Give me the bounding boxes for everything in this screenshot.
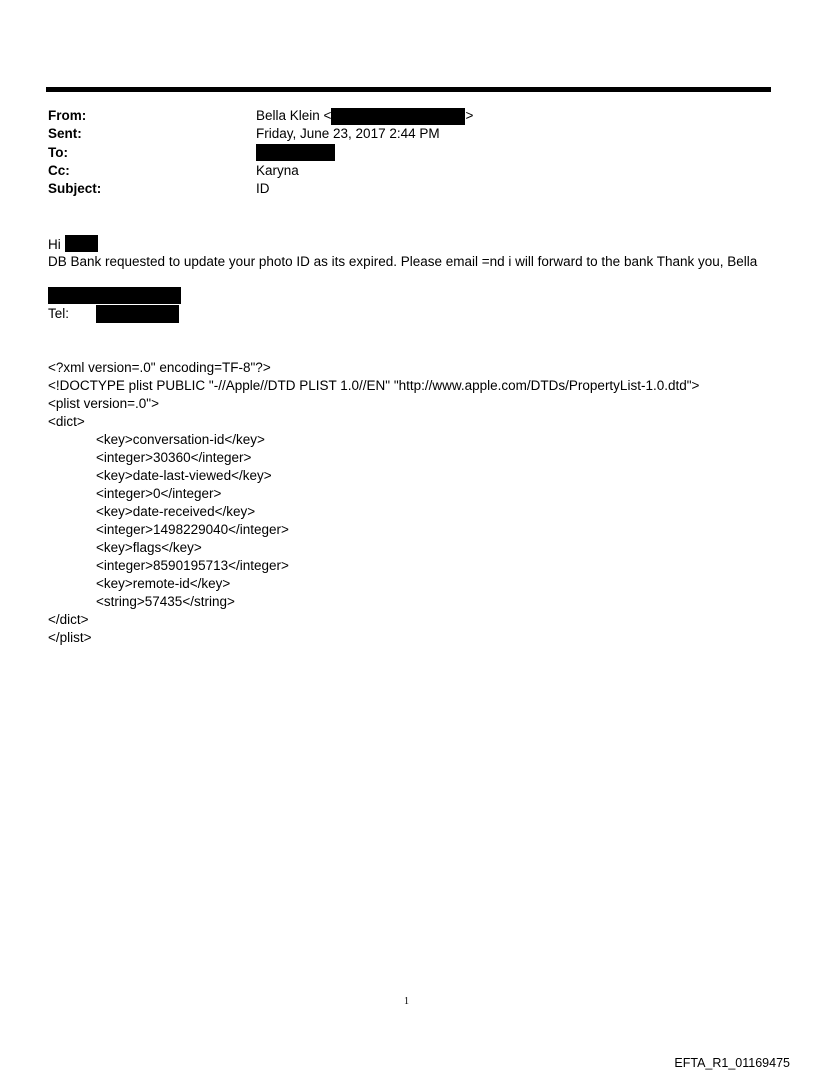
xml-line: <dict>	[48, 414, 85, 429]
xml-line: <integer>8590195713</integer>	[96, 558, 289, 573]
redaction-from-email	[331, 108, 465, 125]
subject-value: ID	[256, 181, 270, 196]
xml-line: <key>remote-id</key>	[96, 576, 231, 591]
xml-line: <integer>0</integer>	[96, 486, 222, 501]
xml-line: <key>conversation-id</key>	[96, 432, 265, 447]
from-name: Bella Klein <	[256, 108, 332, 124]
redaction-to	[256, 144, 335, 161]
sent-value: Friday, June 23, 2017 2:44 PM	[256, 126, 440, 141]
xml-line: <?xml version=.0" encoding=TF-8"?>	[48, 360, 271, 375]
subject-label: Subject:	[48, 181, 102, 196]
bates-number: EFTA_R1_01169475	[674, 1056, 790, 1070]
xml-line: <key>date-received</key>	[96, 504, 256, 519]
xml-line: </plist>	[48, 630, 92, 645]
xml-line: </dict>	[48, 612, 89, 627]
header-rule	[46, 87, 771, 92]
from-label: From:	[48, 108, 87, 123]
xml-line: <key>date-last-viewed</key>	[96, 468, 272, 483]
xml-line: <integer>30360</integer>	[96, 450, 252, 465]
xml-line: <integer>1498229040</integer>	[96, 522, 289, 537]
xml-line: <!DOCTYPE plist PUBLIC "-//Apple//DTD PLIST 1.0//EN" "http://www.apple.com/DTDs/PropertyList-1.0.dtd">	[48, 378, 700, 393]
message-text: DB Bank requested to update your photo ID as its expired. Please email =nd i will forward to the bank Thank you, Bella	[48, 254, 758, 269]
xml-line: <plist version=.0">	[48, 396, 159, 411]
redaction-recipient-name	[65, 235, 98, 252]
greeting-line	[48, 235, 98, 252]
cc-value: Karyna	[256, 163, 299, 178]
from-close: >	[465, 108, 474, 124]
page-number: 1	[404, 996, 409, 1007]
greeting: Hi	[48, 237, 61, 252]
to-label: To:	[48, 145, 68, 160]
xml-line: <key>flags</key>	[96, 540, 202, 555]
redaction-tel	[96, 305, 179, 323]
xml-line: <string>57435</string>	[96, 594, 235, 609]
from-value	[256, 108, 473, 125]
redaction-signature-name	[48, 287, 181, 304]
tel-label: Tel:	[48, 306, 70, 321]
cc-label: Cc:	[48, 163, 70, 178]
sent-label: Sent:	[48, 126, 82, 141]
